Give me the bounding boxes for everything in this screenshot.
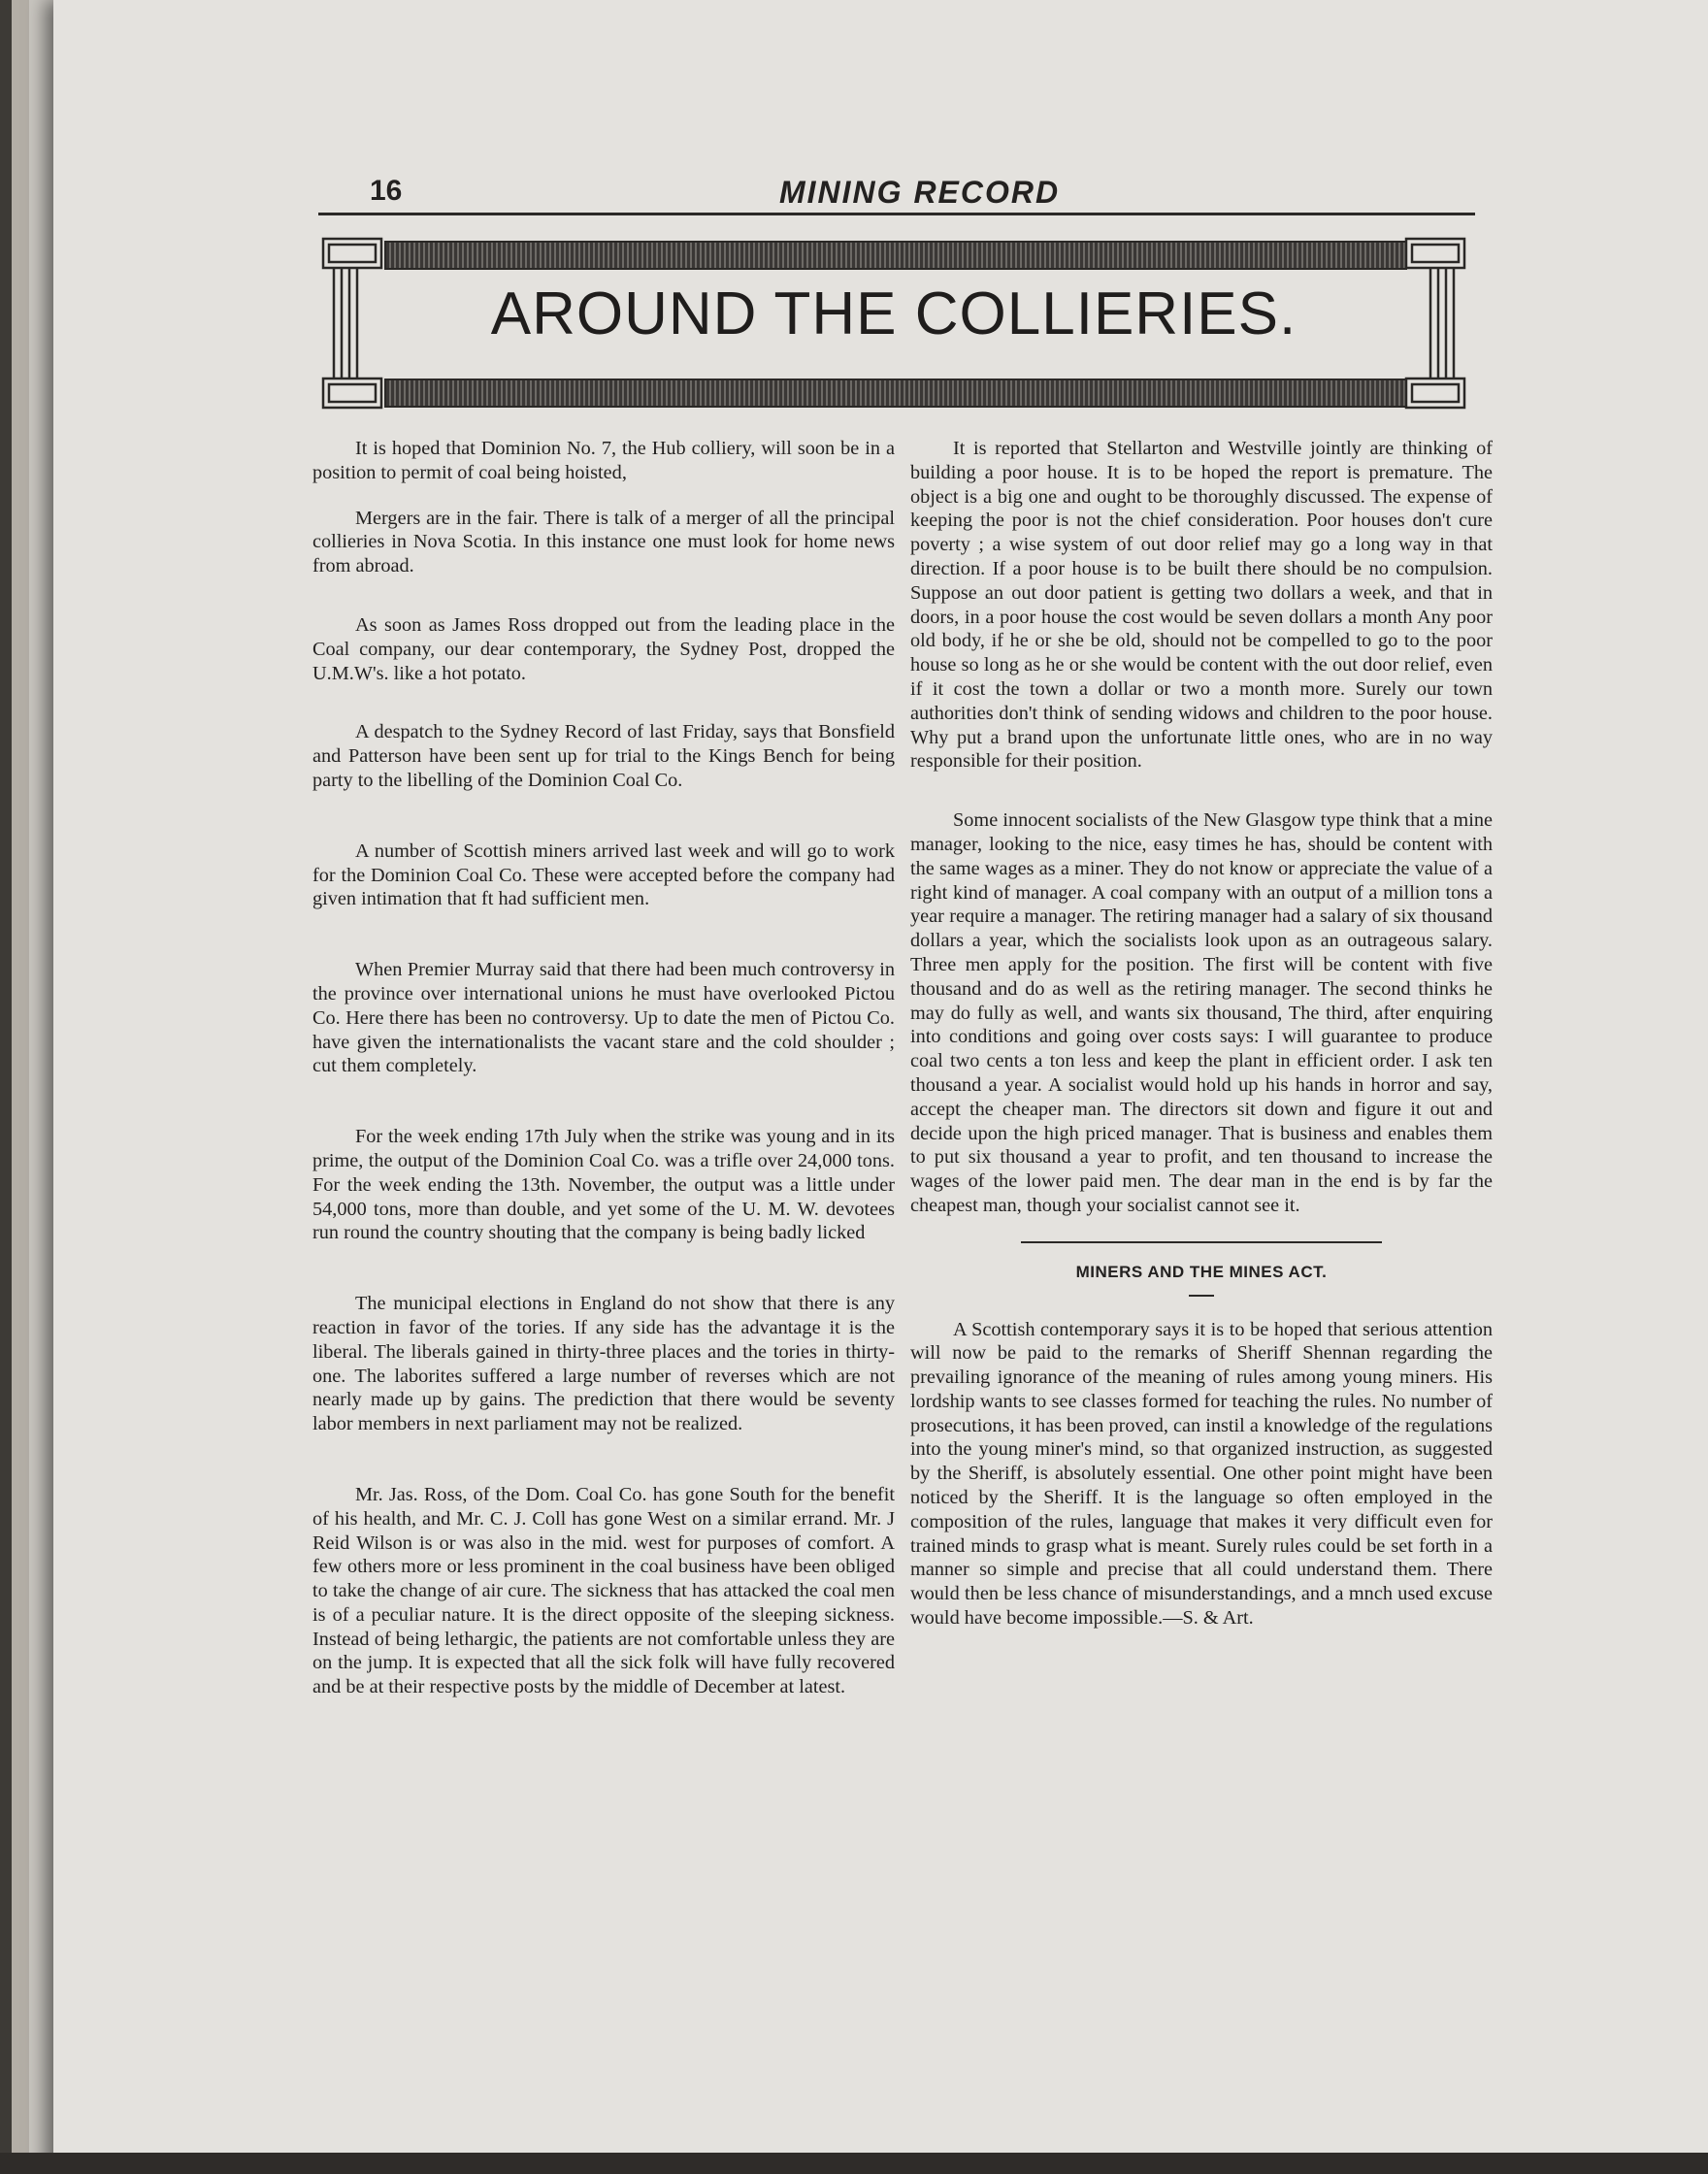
- paragraph: When Premier Murray said that there had been much controversy in the province over international unions he must have overlooked Pictou Co. Here there has been no controversy. Up to date the men of Pictou Co. have given the internationalists the vacant stare and the cold shoulder ; cut them completely.: [312, 959, 895, 1077]
- paragraph: Mergers are in the fair. There is talk of a merger of all the principal collieries in Nova Scotia. In this instance one must look for home news from abroad.: [312, 507, 895, 577]
- scan-bottom-edge: [0, 2153, 1708, 2174]
- left-column: [312, 437, 895, 1699]
- section-title: MINERS AND THE MINES ACT.: [1075, 1262, 1328, 1281]
- header-rule: [318, 213, 1475, 215]
- paragraph: It is reported that Stellarton and Westville jointly are thinking of building a poor house. It is to be hoped the report is premature. The object is a big one and ought to be thoroughly discussed. The expense of keeping the poor is not the chief consideration. Poor houses don't cure poverty ; a wise system of out door relief may go a long way in that direction. If a poor house is to be built there should be no compulsion. Suppose an out door patient is getting two dollars a week, and that in doors, in a poor house the cost would be seven dollars a month Any poor old body, if he or she be old, should not be compelled to go to the poor house so long as he or she would be content with the out door relief, even if it cost the town a dollar or two a month more. Surely our town authorities don't think of sending widows and children to the poor house. Why put a brand upon the unfortunate little ones, who are in no way responsible for their position.: [910, 438, 1493, 773]
- banner-bar-bottom: [384, 379, 1407, 408]
- paragraph: Some innocent socialists of the New Glasgow type think that a mine manager, looking to the nice, easy times he has, should be content with the same wages as a miner. They do not know or appreciate the value of a right kind of manager. A coal company with an output of a million tons a year require a manager. The retiring manager had a salary of six thousand dollars a year, which the socialists look upon as an outrageous salary. Three men apply for the position. The first will be content with five thousand and do as well as the retiring manager. The second thinks he may do fully as well, and wants six thousand, The third, after enquiring into conditions and going over costs says: I will guarantee to produce coal two cents a ton less and keep the plant in efficient order. I ask ten thousand a year. A socialist would hold up his hands in horror and say, accept the cheaper man. The directors sit down and figure it out and decide upon the high priced manager. That is business and enables them to put six thousand a year to profit, and ten thousand to increase the wages of the lower paid men. The dear man in the end is by far the cheapest man, though your socialist cannot see it.: [910, 809, 1493, 1216]
- paragraph: For the week ending 17th July when the strike was young and in its prime, the output of the Dominion Coal Co. was a trifle over 24,000 tons. For the week ending the 13th. November, the output was a little under 54,000 tons, more than double, and yet some of the U. M. W. devotees run round the country shouting that the company is being badly licked: [312, 1126, 895, 1244]
- section-dash: [1189, 1295, 1214, 1297]
- paragraph: A number of Scottish miners arrived last week and will go to work for the Dominion Coal Co. These were accepted before the company had given intimation that ft had sufficient men.: [312, 840, 895, 910]
- paragraph: The municipal elections in England do not show that there is any reaction in favor of the tories. If any side has the advantage it is the liberal. The liberals gained in thirty-three places and the tories in thirty-one. The laborites suffered a large number of reverses which are not nearly made up by gains. The prediction that there would be seventy labor members in next parliament may not be realized.: [312, 1293, 895, 1435]
- paragraph: Mr. Jas. Ross, of the Dom. Coal Co. has gone South for the benefit of his health, and Mr. C. J. Coll has gone West on a similar errand. Mr. J Reid Wilson is or was also in the mid. west for purposes of comfort. A few others more or less prominent in the coal business have been obliged to take the change of air cure. The sickness that has attacked the coal men is of a peculiar nature. It is the direct opposite of the sleeping sickness. Instead of being lethargic, the patients are not comfortable unless they are on the jump. It is expected that all the sick folk will have fully recovered and be at their respective posts by the middle of December at latest.: [312, 1483, 895, 1698]
- banner-title: AROUND THE COLLIERIES.: [490, 280, 1297, 347]
- section-rule: [1021, 1241, 1382, 1243]
- paragraph: It is hoped that Dominion No. 7, the Hub colliery, will soon be in a position to permit of coal being hoisted,: [312, 438, 895, 483]
- page-number: 16: [370, 175, 403, 207]
- section-banner: [320, 233, 1467, 413]
- paragraph: A Scottish contemporary says it is to be hoped that serious attention will now be paid to the remarks of Sheriff Shennan regarding the prevailing ignorance of the meaning of rules among young miners. His lordship wants to see classes formed for teaching the rules. No number of prosecutions, it has been proved, can instil a knowledge of the regulations into the young miner's mind, so that organized instruction, as suggested by the Sheriff, is absolutely essential. One other point might have been noticed by the Sheriff. It is the language so often employed in the composition of the rules, language that makes it very difficult even for trained minds to grasp what is meant. Surely rules could be set forth in a manner so simple and precise that all could understand them. There would then be less chance of misunderstandings, and a mnch used excuse would have become impossible.—S. & Art.: [910, 1318, 1493, 1630]
- right-column: [910, 437, 1493, 1630]
- banner-bar-top: [384, 241, 1407, 270]
- paragraph: A despatch to the Sydney Record of last Friday, says that Bonsfield and Patterson have been sent up for trial to the Kings Bench for being party to the libelling of the Dominion Coal Co.: [312, 721, 895, 791]
- running-title: MINING RECORD: [779, 175, 1061, 210]
- paragraph: As soon as James Ross dropped out from the leading place in the Coal company, our dear contemporary, the Sydney Post, dropped the U.M.W's. like a hot potato.: [312, 613, 895, 684]
